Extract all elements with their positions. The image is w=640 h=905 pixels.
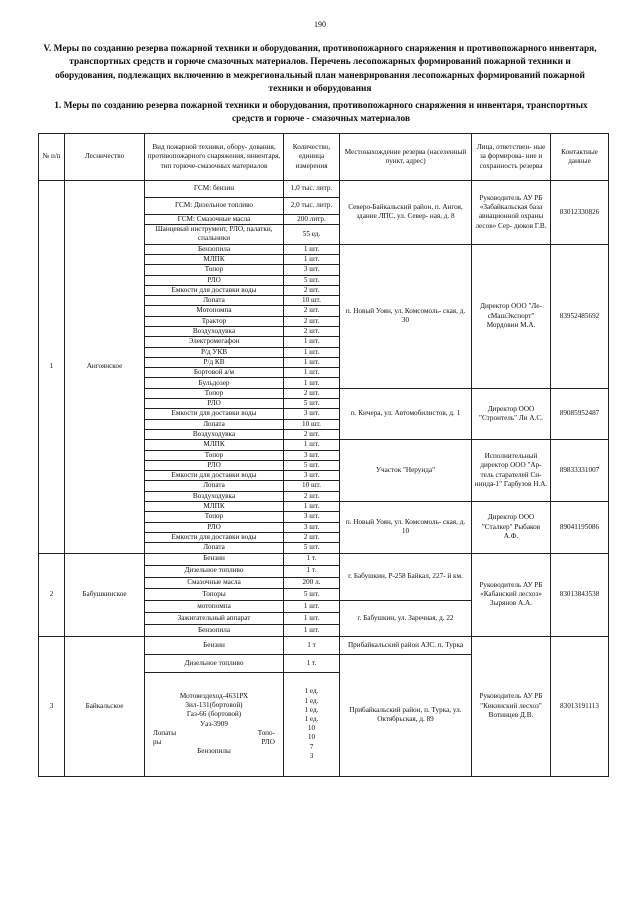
contact-phone: 89041195086 [551, 502, 609, 553]
quantity-line: 7 [309, 742, 314, 751]
header-num: № п/п [39, 134, 65, 181]
item-type: Дизельное топливо [145, 565, 284, 577]
item-type: Смазочные масла [145, 577, 284, 589]
item-type: Лопата [145, 296, 284, 306]
item-qty: 1 т. [284, 654, 340, 672]
item-type: РЛО [145, 275, 284, 285]
contact-phone: 83013843538 [551, 553, 609, 636]
item-type: Мотопомпа [145, 306, 284, 316]
item-type: Бензопила [145, 624, 284, 636]
item-type: РЛО [145, 460, 284, 470]
tools-line [147, 738, 281, 747]
forestry-num: 1 [39, 181, 65, 554]
item-qty: 1 т. [284, 553, 340, 565]
item-qty: 5 шт. [284, 543, 340, 553]
item-qty: 2 шт. [284, 388, 340, 398]
item-qty: 55 ед. [284, 225, 340, 244]
header-location: Местонахождение резерва (населенный пункт, адрес) [340, 134, 472, 181]
item-qty: 5 шт. [284, 399, 340, 409]
item-type: ГСМ: бензин [145, 181, 284, 198]
vehicle-line: Уаз-3909 [200, 719, 228, 728]
item-qty: 1 шт. [284, 368, 340, 378]
quantity-line: 10 [307, 733, 316, 742]
item-qty: 1 шт. [284, 337, 340, 347]
item-qty: 200 л. [284, 577, 340, 589]
item-qty: 3 шт. [284, 450, 340, 460]
item-qty: 5 шт. [284, 275, 340, 285]
item-type: РЛО [145, 522, 284, 532]
tools-left: ры [153, 738, 162, 746]
item-type: Топор [145, 388, 284, 398]
item-type: Р/д УКВ [145, 347, 284, 357]
item-qty: 2 шт. [284, 491, 340, 501]
item-type: Р/д КВ [145, 357, 284, 367]
reserve-location: Северо-Байкальский район, п. Ангоя, здание ЛПС, ул. Север- ная, д. 8 [340, 181, 472, 245]
item-qty: 1 шт. [284, 378, 340, 388]
table-row [39, 181, 609, 198]
item-type: Емкости для доставки воды [145, 532, 284, 542]
item-qty: 1 шт. [284, 624, 340, 636]
quantity-line: 1 ед. [304, 715, 319, 723]
responsible-person: Директор ООО "Строитель" Ли А.С. [472, 388, 551, 439]
item-type: Топор [145, 265, 284, 275]
item-qty: 3 шт. [284, 522, 340, 532]
item-type: ГСМ: Дизельное топливо [145, 198, 284, 215]
table-header-row [39, 134, 609, 181]
tools-left: Лопаты [153, 728, 177, 737]
item-qty: 2 шт. [284, 429, 340, 439]
item-qty: 2 шт. [284, 532, 340, 542]
item-qty: 1 шт. [284, 244, 340, 254]
item-type: Лопата [145, 419, 284, 429]
item-type: Воздуходувка [145, 326, 284, 336]
reserve-location: п. Новый Уоян, ул. Комсомоль- ская, д. 10 [340, 502, 472, 553]
item-type: Бензин [145, 636, 284, 654]
quantity-line: 1 ед. [304, 687, 319, 696]
item-type: Лопата [145, 543, 284, 553]
item-qty: 2 шт. [284, 306, 340, 316]
item-qty: 200 литр. [284, 215, 340, 225]
item-qty: 10 шт. [284, 296, 340, 306]
forestry-num: 3 [39, 636, 65, 776]
reserve-location: г. Бабушкин, Р-258 Байкал, 227- й км. [340, 553, 472, 600]
tools-line [147, 729, 281, 738]
forestry-name: Байкальское [65, 636, 145, 776]
item-qty: 2 шт. [284, 326, 340, 336]
reserve-location: Прибайкальский район АЗС. п. Турка [340, 636, 472, 654]
item-type: Емкости для доставки воды [145, 285, 284, 295]
forestry-name: Бабушкинское [65, 553, 145, 636]
item-qty: 3 шт. [284, 471, 340, 481]
item-type: МЛПК [145, 502, 284, 512]
item-qty: 1 т. [284, 565, 340, 577]
forestry-name: Ангоянское [65, 181, 145, 554]
reserve-location: п. Новый Уоян, ул. Комсомоль- ская, д. 30 [340, 244, 472, 388]
item-type: Лопата [145, 481, 284, 491]
header-contacts: Контактные данные [551, 134, 609, 181]
item-qty: 1 шт. [284, 357, 340, 367]
contact-phone: 83012330826 [551, 181, 609, 245]
item-type: ГСМ: Смазочные масла [145, 215, 284, 225]
item-type: Шанцевый инструмент, РЛО, палатки, спальники [145, 225, 284, 244]
item-qty: 3 шт. [284, 409, 340, 419]
page-number: 190 [314, 20, 326, 29]
tools-last: Бензопилы [197, 747, 231, 756]
tools-right: Топо- [257, 728, 275, 737]
responsible-person: Руководитель АУ РБ «Кабанский лесхоз» Зырянов А.А. [472, 553, 551, 636]
item-qty: 3 шт. [284, 512, 340, 522]
responsible-person: Руководитель АУ РБ "Кикинский лесхоз" Вотинцев Д.В. [472, 636, 551, 776]
table-row [39, 636, 609, 654]
item-qty: 2,0 тыс. литр. [284, 198, 340, 215]
header-type: Вид пожарной техники, обору- дования, противопожарного снаряжения, инвентаря, тип горюче-смазочных материалов [145, 134, 284, 181]
contact-phone: 83013191113 [551, 636, 609, 776]
header-responsible: Лица, ответствен- ные за формирова- ние и сохранность резерва [472, 134, 551, 181]
item-qty: 2 шт. [284, 285, 340, 295]
item-qty: 1 шт. [284, 347, 340, 357]
responsible-person: Директор ООО "Ле- сМашЭкспорт" Мордовин М.А. [472, 244, 551, 388]
item-type: Топоры [145, 589, 284, 601]
item-qty: 1 шт. [284, 502, 340, 512]
item-qty: 1 шт. [284, 612, 340, 624]
item-type: Бульдозер [145, 378, 284, 388]
reserve-location: п. Кичера, ул. Автомобилистов, д. 1 [340, 388, 472, 439]
vehicle-line: Мотовездеход-4631РХ [179, 691, 249, 700]
header-qty: Количество, единица измерения [284, 134, 340, 181]
header-forestry: Лесничество [65, 134, 145, 181]
item-type: Топор [145, 450, 284, 460]
item-qty: 5 шт. [284, 589, 340, 601]
item-type: МЛПК [145, 440, 284, 450]
item-type: Зажигательный аппарат [145, 612, 284, 624]
forestry-num: 2 [39, 553, 65, 636]
contact-phone: 83952485692 [551, 244, 609, 388]
quantity-line: 1 ед. [304, 696, 319, 705]
quantity-line: 3 [309, 751, 314, 760]
reserve-table [38, 133, 609, 777]
section-title: V. Меры по созданию резерва пожарной техники и оборудования, противопожарного снаряжения и противопожарного инвентаря, транспортных средств и горюче смазочных материалов. Перечень лесопожарных формирований пожарной техники и оборудования, подлежащих включению в межрегиональный план маневрирования лесопожарных формирований пожарной техники и оборудования [43, 44, 597, 94]
item-type: Электромегафон [145, 337, 284, 347]
item-qty: 10 шт. [284, 481, 340, 491]
contact-phone: 89833331007 [551, 440, 609, 502]
tools-right: РЛО [261, 738, 275, 746]
reserve-location: Участок "Неруида" [340, 440, 472, 502]
reserve-location: Прибайкальский район, п. Турка, ул. Октябрьская, д. 89 [340, 654, 472, 776]
quantity-block [284, 672, 340, 776]
responsible-person: Директор ООО "Сталкер" Рыбаков А.Ф. [472, 502, 551, 553]
item-type: Емкости для доставки воды [145, 409, 284, 419]
item-qty: 10 шт. [284, 419, 340, 429]
item-qty: 1 шт. [284, 440, 340, 450]
item-type: Бортовой а/м [145, 368, 284, 378]
table-row [39, 553, 609, 565]
item-type: РЛО [145, 399, 284, 409]
vehicle-line: Зил-131(бортовой) [185, 701, 243, 710]
contact-phone: 89085952487 [551, 388, 609, 439]
equipment-block [145, 672, 284, 776]
subsection-title: 1. Меры по созданию резерва пожарной техники и оборудования, противопожарного снаряжения и инвентаря, транспортных средств и горюче - смазочных материалов [54, 101, 588, 124]
reserve-location: г. Бабушкин, ул. Заречная, д. 22 [340, 600, 472, 636]
item-qty: 1 шт. [284, 600, 340, 612]
item-type: МЛПК [145, 254, 284, 264]
item-type: мотопомпа [145, 600, 284, 612]
responsible-person: Руководитель АУ РБ «Забайкальская база авиационной охраны лесов» Сер- дюков Г.В. [472, 181, 551, 245]
vehicle-line: Газ-66 (бортовой) [186, 710, 242, 719]
quantity-line: 10 [307, 724, 316, 733]
item-type: Топор [145, 512, 284, 522]
item-type: Трактор [145, 316, 284, 326]
item-type: Емкости для доставки воды [145, 471, 284, 481]
item-qty: 1 т [284, 636, 340, 654]
item-type: Бензин [145, 553, 284, 565]
responsible-person: Исполнительный директор ООО "Ар- тель старателей Си- нинда-1" Гарбузов Н.А. [472, 440, 551, 502]
item-type: Воздуходувка [145, 429, 284, 439]
item-type: Воздуходувка [145, 491, 284, 501]
item-qty: 5 шт. [284, 460, 340, 470]
item-qty: 1 шт. [284, 254, 340, 264]
item-qty: 1,0 тыс. литр. [284, 181, 340, 198]
item-type: Дизельное топливо [145, 654, 284, 672]
item-type: Бензопила [145, 244, 284, 254]
quantity-line: 1 ед. [304, 705, 319, 714]
item-qty: 3 шт. [284, 265, 340, 275]
item-qty: 2 шт. [284, 316, 340, 326]
